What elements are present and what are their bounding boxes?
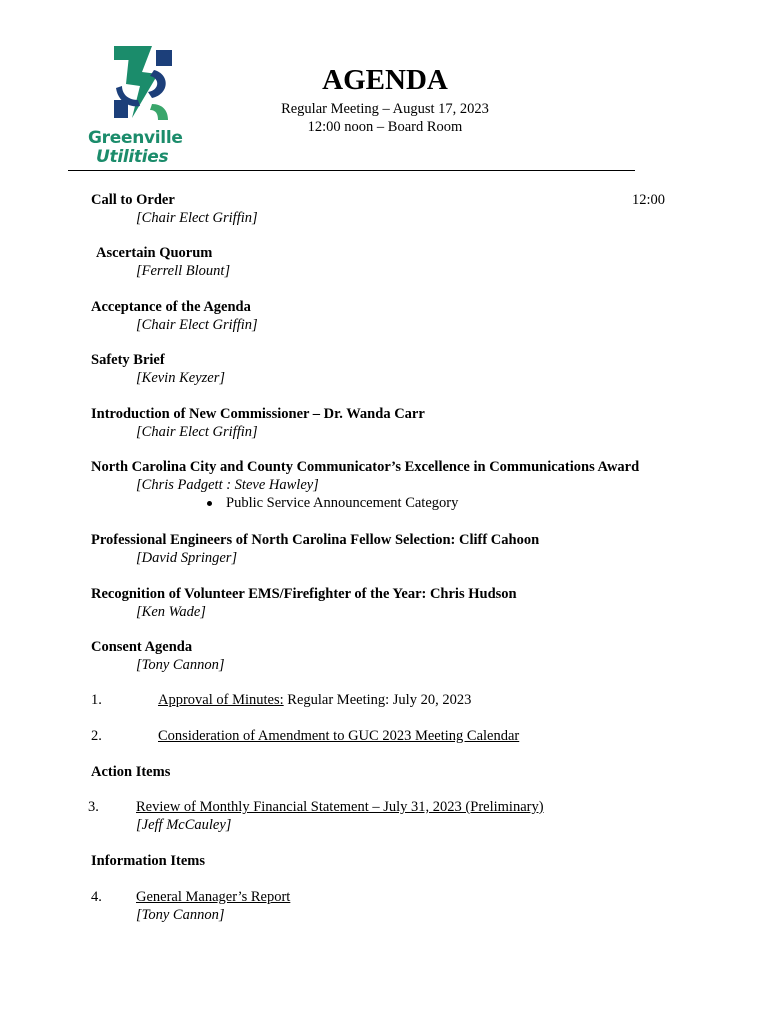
agenda-item-professional-engineers xyxy=(91,531,691,567)
information-item-presenter: [Tony Cannon] xyxy=(136,907,225,923)
monthly-financial-statement-link[interactable]: Review of Monthly Financial Statement – July 31, 2023 (Preliminary) xyxy=(136,799,544,815)
agenda-item-presenter: [Kevin Keyzer] xyxy=(136,370,225,386)
bullet-text: Public Service Announcement Category xyxy=(226,495,459,511)
general-managers-report-link[interactable]: General Manager’s Report xyxy=(136,889,291,905)
item-number: 3. xyxy=(88,799,99,815)
agenda-item-title: Consent Agenda xyxy=(91,639,193,655)
agenda-item-call-to-order xyxy=(91,191,691,227)
agenda-item-bullet xyxy=(91,494,691,512)
meeting-calendar-amendment-link[interactable]: Consideration of Amendment to GUC 2023 Meeting Calendar xyxy=(158,728,520,744)
agenda-item-ascertain-quorum xyxy=(96,244,696,280)
agenda-item-title: Call to Order xyxy=(91,192,175,208)
greenville-utilities-logo xyxy=(88,44,188,168)
bullet-dot-icon xyxy=(207,501,212,506)
item-number: 1. xyxy=(91,692,102,708)
section-heading: Information Items xyxy=(91,853,205,869)
logo-text-greenville: Greenville xyxy=(88,128,183,148)
agenda-item-presenter: [Chair Elect Griffin] xyxy=(136,317,258,333)
agenda-item-presenter: [Tony Cannon] xyxy=(136,657,225,673)
section-information-items xyxy=(91,852,691,870)
agenda-item-title: North Carolina City and County Communicator’s Excellence in Communications Award xyxy=(91,459,640,475)
agenda-item-title: Safety Brief xyxy=(91,352,165,368)
agenda-item-presenter: [Ken Wade] xyxy=(136,604,206,620)
agenda-item-presenter: [Chair Elect Griffin] xyxy=(136,424,258,440)
agenda-item-presenter: [David Springer] xyxy=(136,550,238,566)
agenda-item-new-commissioner xyxy=(91,405,691,441)
meeting-time-location: 12:00 noon – Board Room xyxy=(307,119,463,135)
lightning-water-emblem-icon xyxy=(112,44,182,124)
agenda-item-safety-brief xyxy=(91,351,691,387)
agenda-item-title: Ascertain Quorum xyxy=(96,245,213,261)
agenda-item-consent-agenda xyxy=(91,638,691,674)
agenda-item-communications-award xyxy=(91,458,691,512)
agenda-item-title: Recognition of Volunteer EMS/Firefighter of the Year: Chris Hudson xyxy=(91,586,517,602)
section-action-items xyxy=(91,763,691,781)
agenda-item-volunteer-recognition xyxy=(91,585,691,621)
agenda-item-presenter: [Chris Padgett : Steve Hawley] xyxy=(136,477,319,493)
meeting-subtitle: Regular Meeting – August 17, 2023 xyxy=(281,101,489,117)
agenda-item-presenter: [Ferrell Blount] xyxy=(136,263,231,279)
agenda-item-title: Introduction of New Commissioner – Dr. Wanda Carr xyxy=(91,406,425,422)
agenda-item-presenter: [Chair Elect Griffin] xyxy=(136,210,258,226)
logo-text-utilities: Utilities xyxy=(96,147,169,167)
header-divider xyxy=(68,170,635,171)
item-number: 4. xyxy=(91,889,102,905)
agenda-item-acceptance xyxy=(91,298,691,334)
consent-item-description: Regular Meeting: July 20, 2023 xyxy=(283,692,472,708)
action-item-presenter: [Jeff McCauley] xyxy=(136,817,232,833)
start-time: 12:00 xyxy=(632,192,666,208)
agenda-item-title: Professional Engineers of North Carolina Fellow Selection: Cliff Cahoon xyxy=(91,532,540,548)
approval-of-minutes-link[interactable]: Approval of Minutes: xyxy=(158,692,284,708)
item-number: 2. xyxy=(91,728,102,744)
section-heading: Action Items xyxy=(91,764,171,780)
page-title: AGENDA xyxy=(322,64,448,96)
agenda-item-title: Acceptance of the Agenda xyxy=(91,299,251,315)
